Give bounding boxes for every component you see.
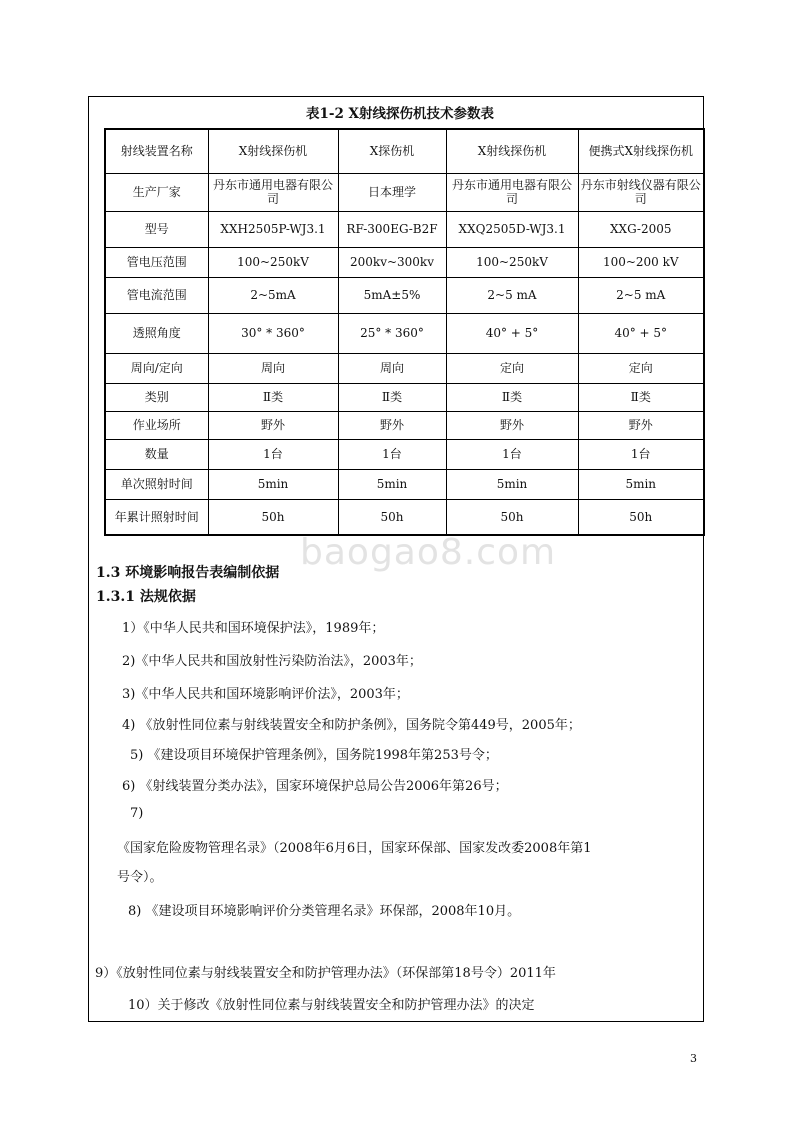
table-cell: 野外 [578,411,704,439]
table-cell: 40° + 5° [578,313,704,353]
table-cell: Ⅱ类 [338,383,446,411]
table-cell: Ⅱ类 [578,383,704,411]
table-cell: 周向 [338,353,446,383]
table-cell: 100~250kV [208,247,338,277]
table-row [105,129,704,173]
law-item-4: 4) 《放射性同位素与射线装置安全和防护条例》，国务院令第449号，2005年； [122,718,581,733]
table-cell: 2~5mA [208,277,338,313]
row-header-cell: 生产厂家 [105,173,208,211]
table-cell: 50h [446,499,578,535]
row-header-cell: 管电流范围 [105,277,208,313]
table-cell: 30° * 360° [208,313,338,353]
row-header-cell: 型号 [105,211,208,247]
table-cell: XXH2505P-WJ3.1 [208,211,338,247]
law-item-8: 8) 《建设项目环境影响评价分类管理名录》环保部，2008年10月。 [128,904,521,919]
table-cell: 100~250kV [446,247,578,277]
table-cell: 1台 [338,439,446,469]
table-cell: 50h [578,499,704,535]
row-header-cell: 管电压范围 [105,247,208,277]
table-cell: 200kv~300kv [338,247,446,277]
table-row [105,499,704,535]
table-cell: X射线探伤机 [208,129,338,173]
law-item-9: 9）《放射性同位素与射线装置安全和防护管理办法》（环保部第18号令）2011年 [95,966,556,981]
table-cell: 50h [338,499,446,535]
row-header-cell: 单次照射时间 [105,469,208,499]
table-cell: 5min [446,469,578,499]
table-cell: 40° + 5° [446,313,578,353]
table-cell: 2~5 mA [578,277,704,313]
law-item-7-number: 7) [130,806,144,821]
table-cell: 1台 [208,439,338,469]
table-row [105,469,704,499]
table-row [105,353,704,383]
table-cell: 定向 [578,353,704,383]
table-cell: RF-300EG-B2F [338,211,446,247]
table-cell: 丹东市通用电器有限公司 [208,173,338,211]
table-cell: 5min [208,469,338,499]
table-cell: 野外 [338,411,446,439]
table-row [105,173,704,211]
page-number: 3 [690,1052,697,1065]
law-item-1: 1）《中华人民共和国环境保护法》，1989年； [122,621,385,636]
law-item-6: 6) 《射线装置分类办法》，国家环境保护总局公告2006年第26号； [122,779,508,794]
table-row [105,313,704,353]
table-title: 表1-2 X射线探伤机技术参数表 [305,106,495,122]
law-item-7-cont: 号令）。 [117,870,163,885]
table-cell: 5mA±5% [338,277,446,313]
table-row [105,383,704,411]
table-cell: Ⅱ类 [208,383,338,411]
table-cell: X射线探伤机 [446,129,578,173]
table-cell: 25° * 360° [338,313,446,353]
row-header-cell: 作业场所 [105,411,208,439]
table-cell: 1台 [578,439,704,469]
table-cell: 野外 [446,411,578,439]
row-header-cell: 年累计照射时间 [105,499,208,535]
table-row [105,411,704,439]
table-cell: XXG-2005 [578,211,704,247]
section-heading: 1.3 环境影响报告表编制依据 [96,565,280,581]
table-cell: 丹东市通用电器有限公司 [446,173,578,211]
row-header-cell: 透照角度 [105,313,208,353]
law-item-7-text: 《国家危险废物管理名录》（2008年6月6日，国家环保部、国家发改委2008年第1 [117,841,592,856]
table-cell: 野外 [208,411,338,439]
table-cell: 定向 [446,353,578,383]
row-header-cell: 类别 [105,383,208,411]
spec-table [104,128,705,536]
table-cell: 日本理学 [338,173,446,211]
table-cell: 2~5 mA [446,277,578,313]
section-subheading: 1.3.1 法规依据 [96,589,196,605]
law-item-5: 5) 《建设项目环境保护管理条例》，国务院1998年第253号令； [130,748,498,763]
table-cell: X探伤机 [338,129,446,173]
law-item-2: 2)《中华人民共和国放射性污染防治法》，2003年； [122,654,422,669]
row-header-cell: 射线装置名称 [105,129,208,173]
table-row [105,211,704,247]
table-cell: 5min [578,469,704,499]
table-row [105,439,704,469]
row-header-cell: 周向/定向 [105,353,208,383]
table-cell: 50h [208,499,338,535]
law-item-3: 3)《中华人民共和国环境影响评价法》，2003年； [122,687,409,702]
table-row [105,247,704,277]
table-cell: Ⅱ类 [446,383,578,411]
table-cell: 100~200 kV [578,247,704,277]
table-cell: 5min [338,469,446,499]
table-cell: XXQ2505D-WJ3.1 [446,211,578,247]
table-cell: 丹东市射线仪器有限公司 [578,173,704,211]
table-cell: 便携式X射线探伤机 [578,129,704,173]
law-item-10: 10）关于修改《放射性同位素与射线装置安全和防护管理办法》的决定 [128,998,535,1013]
table-cell: 1台 [446,439,578,469]
table-row [105,277,704,313]
watermark: baogao8.com [300,532,557,573]
row-header-cell: 数量 [105,439,208,469]
table-cell: 周向 [208,353,338,383]
